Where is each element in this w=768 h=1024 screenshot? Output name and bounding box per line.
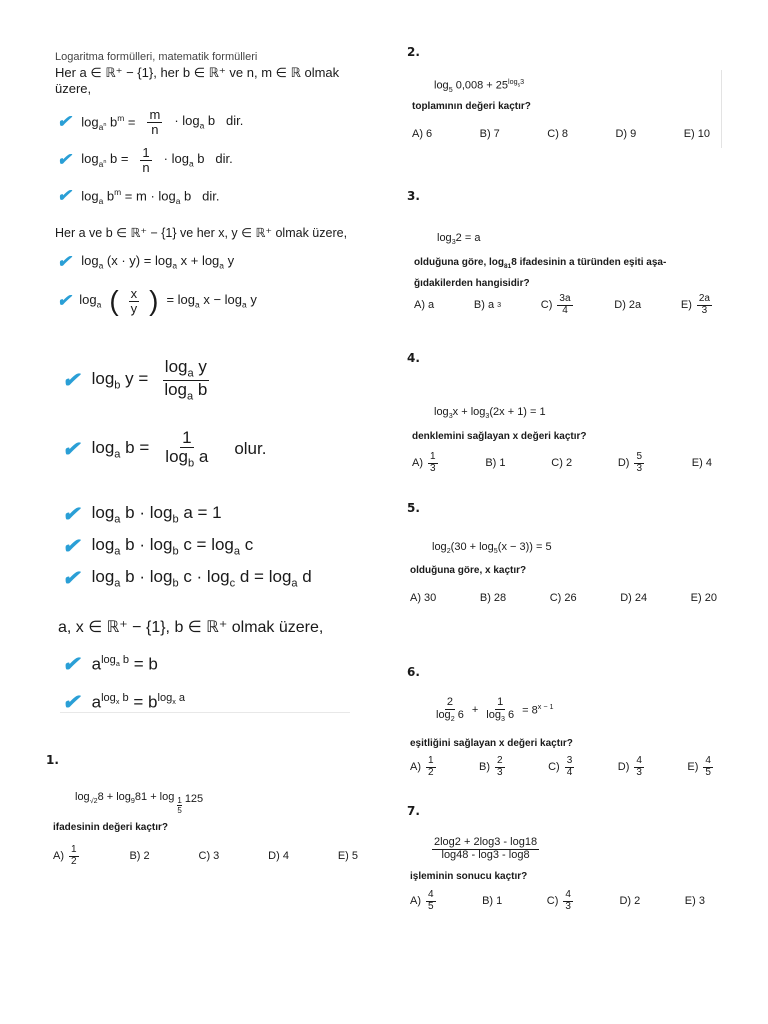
question-1-expression: $\log_{√2}8 + \log_981 + \log$ 1 5 125 [75,791,204,815]
option-d[interactable]: D) $\frac{5}{3}$ [617,451,642,474]
question-6-equation: $\frac{2}{\log_2 6}$ + $\frac{1}{\log_3 6}$ = $8^{x - 1}$ [436,696,554,723]
formula-reciprocal: ✔ $\log_a b$ = $\frac{1}{\log_b a}$ olur. [62,429,266,470]
question-6-text: eşitliğini sağlayan x değeri kaçtır? [410,738,573,749]
option-b[interactable]: B) 1 [482,895,503,907]
question-5-number: 5. [407,501,420,515]
question-1-options [53,845,358,867]
option-c[interactable]: C) $\frac{4}{3}$ [546,889,571,912]
checkmark-icon [62,534,80,559]
option-d[interactable]: D) 2 [619,895,641,907]
checkmark-icon [57,186,71,206]
question-6-options [410,756,715,778]
option-a[interactable]: A) $\frac{1}{2}$ [53,844,77,867]
question-4-text: denklemini sağlayan x değeri kaçtır? [412,431,587,442]
question-1-text: ifadesinin değeri kaçtır? [53,822,169,833]
intro-2: Her a ve b ∈ ℝ⁺ − {1} ve her x, y ∈ ℝ⁺ olmak üzere, [55,226,348,240]
checkmark-icon [57,291,71,311]
option-e[interactable]: E) 10 [683,128,710,140]
question-5-text: olduğuna göre, x kaçtır? [410,565,527,576]
question-7-expression [430,837,541,861]
option-a[interactable]: A) 6 [412,128,433,140]
option-b[interactable]: B) 7 [479,128,500,140]
formula-chain-3: ✔ $\log_a b \cdot \log_b c \cdot \log_c d = \log_a d$ [62,566,312,591]
option-c[interactable]: C) 8 [547,128,569,140]
formula-power-base: ✔ $\log_{a^n} b$ = $\frac{1}{n}$ · $\log_a b$ dir. [57,146,233,174]
question-3-options [414,294,714,316]
question-7-number: 7. [407,804,420,818]
question-2-expression: $\log_5 0,008 + 25^{log_53}$ [434,78,525,94]
option-c[interactable]: C) 26 [549,592,577,604]
checkmark-icon [62,652,80,677]
checkmark-icon [62,502,80,527]
option-a[interactable]: A) $\frac{1}{3}$ [412,451,436,474]
option-d[interactable]: D) $\frac{4}{3}$ [617,755,642,778]
checkmark-icon [57,252,71,272]
option-b[interactable]: B) 2 [129,850,150,862]
question-2-options [412,128,710,140]
question-3-given: $\log_32 = a$ [437,232,481,247]
option-d[interactable]: D) 4 [268,850,289,862]
intro-1: Her a ∈ ℝ⁺ − {1}, her b ∈ ℝ⁺ ve n, m ∈ ℝ olmak üzere, [55,65,340,96]
option-c[interactable]: C) 3 [198,850,220,862]
option-b[interactable]: B) 28 [479,592,507,604]
option-a[interactable]: A) a [414,299,435,311]
question-4-number: 4. [407,351,420,365]
option-e[interactable]: E) 3 [684,895,705,907]
option-d[interactable]: D) 9 [615,128,637,140]
question-5-equation: $\log_2(30 + \log_5(x - 3)) = 5$ [432,541,552,556]
formula-power-arg: ✔ $\log_a b^m = m \cdot \log_a b$ dir. [57,186,219,206]
checkmark-icon [57,150,71,170]
option-a[interactable]: A) $\frac{1}{2}$ [410,755,434,778]
question-2-number: 2. [407,45,420,59]
question-7-denominator: log48 - log3 - log8 [441,848,530,861]
question-6-number: 6. [407,665,420,679]
option-a[interactable]: A) 30 [410,592,437,604]
option-b[interactable]: B) $\frac{2}{3}$ [479,755,503,778]
question-7-options [410,890,705,912]
option-b[interactable]: B) a 3 [473,299,502,311]
question-2-text: toplamının değeri kaçtır? [412,101,531,112]
formula-quotient: ✔ $\log_a$ ( $\frac{x}{y}$ ) = $\log_a x - \log_a y$ [57,287,257,315]
option-e[interactable]: E) $\frac{2a}{3}$ [680,293,710,316]
divider [60,712,350,713]
question-4-options [412,452,712,474]
checkmark-icon [62,566,80,591]
formula-exponent-1: ✔ $a^{log_a b} = b$ [62,652,158,677]
formula-change-base: ✔ $\log_b y$ = $\frac{\log_a y}{\log_a b}$ [62,358,211,403]
intro-3: a, x ∈ ℝ⁺ − {1}, b ∈ ℝ⁺ olmak üzere, [58,619,324,636]
right-column-rule [721,70,722,148]
formula-power-both: ✔ $\log_{a^n} b^m$ = $\frac{m}{n}$ · $\log_a b$ dir. [57,108,243,136]
option-c[interactable]: C) $\frac{3}{4}$ [548,755,573,778]
formula-exponent-2: ✔ $a^{log_x b} = b^{log_x a}$ [62,690,185,715]
option-e[interactable]: E) 4 [691,457,712,469]
option-e[interactable]: E) 5 [337,850,358,862]
option-e[interactable]: E) $\frac{4}{5}$ [687,755,711,778]
formula-chain-2: ✔ $\log_a b \cdot \log_b c = \log_a c$ [62,534,253,559]
question-7-text: işleminin sonucu kaçtır? [410,871,528,882]
checkmark-icon [62,437,80,462]
question-5-options [410,592,717,604]
option-a[interactable]: A) $\frac{4}{5}$ [410,889,434,912]
option-d[interactable]: D) 2a [614,299,642,311]
question-3-text: olduğuna göre, $\log_{81}8$ ifadesinin a türünden eşiti aşa- ğıdakilerden hangisidir? [414,257,667,289]
checkmark-icon [62,368,80,393]
option-b[interactable]: B) 1 [485,457,506,469]
formula-chain-1: ✔ $\log_a b \cdot \log_b a = 1$ [62,502,222,527]
left-header: Logaritma formülleri, matematik formülleri [55,51,258,63]
formula-product: ✔ $\log_a (x \cdot y) = \log_a x + \log_a y$ [57,252,234,272]
checkmark-icon [57,112,71,132]
option-d[interactable]: D) 24 [620,592,648,604]
question-7-numerator: 2log2 + 2log3 - log18 [434,836,538,848]
question-4-equation: $\log_3x + \log_3(2x + 1) = 1$ [434,406,546,421]
question-1-number: 1. [46,753,59,767]
question-3-number: 3. [407,189,420,203]
option-c[interactable]: C) $\frac{3a}{4}$ [540,293,571,316]
option-e[interactable]: E) 20 [690,592,717,604]
option-c[interactable]: C) 2 [551,457,573,469]
